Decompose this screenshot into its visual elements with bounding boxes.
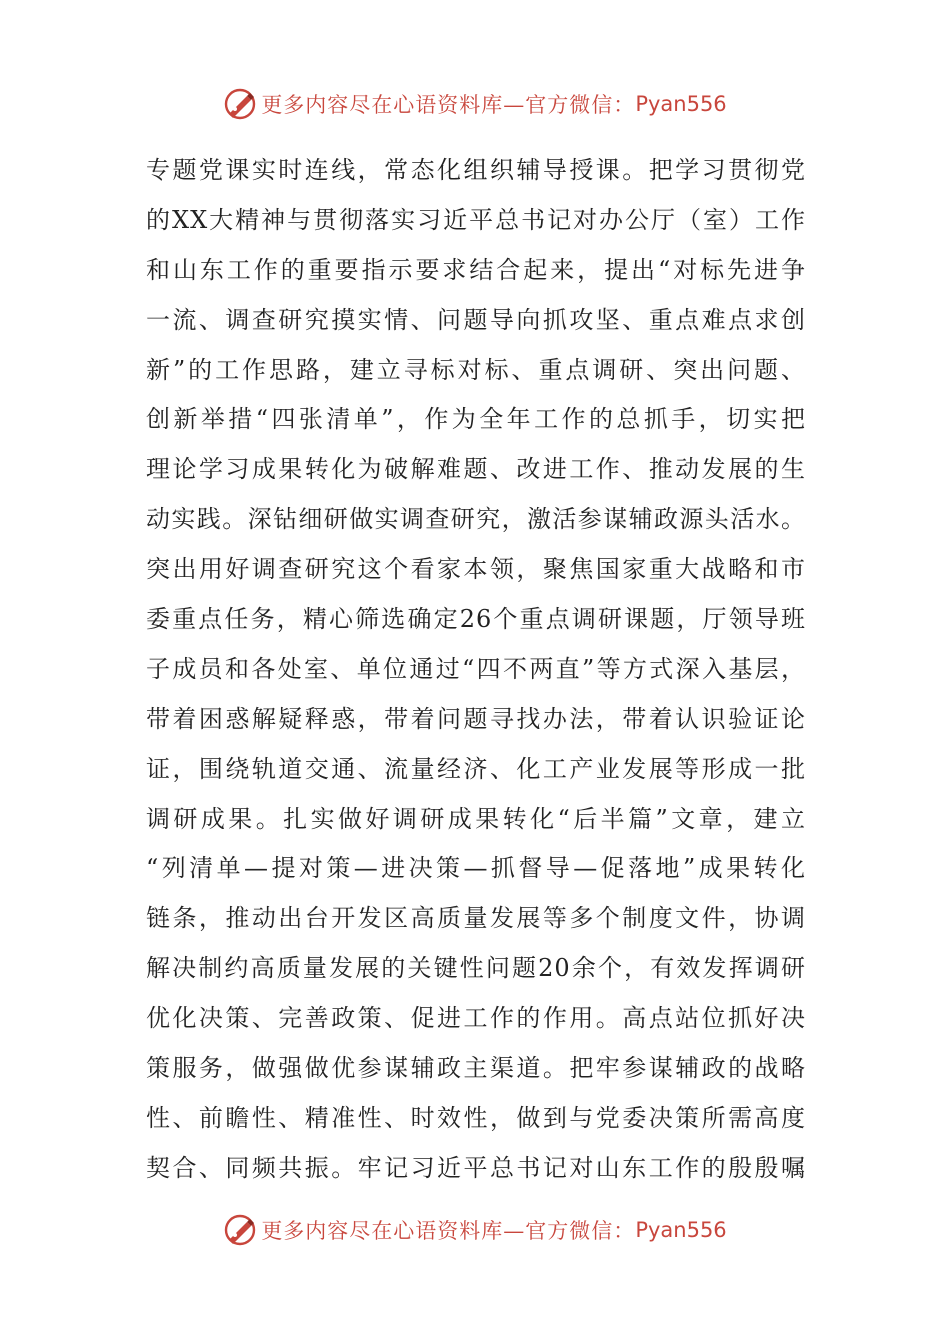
text-line: 一流、调查研究摸实情、问题导向抓攻坚、重点难点求创 xyxy=(146,305,806,334)
text-line: 带着困惑解疑释惑，带着问题寻找办法，带着认识验证论 xyxy=(146,704,806,733)
text-line: 性、前瞻性、精准性、时效性，做到与党委决策所需高度 xyxy=(146,1103,806,1132)
footer-wechat-id: Pyan556 xyxy=(635,1218,727,1242)
text-line: 策服务，做强做优参谋辅政主渠道。把牢参谋辅政的战略 xyxy=(146,1054,806,1083)
pen-logo-icon xyxy=(223,87,257,121)
text-line: 动实践。深钻细研做实调查研究，激活参谋辅政源头活水。 xyxy=(146,505,806,534)
text-line: 和山东工作的重要指示要求结合起来，提出“对标先进争 xyxy=(146,255,806,284)
text-line: 链条，推动出台开发区高质量发展等多个制度文件，协调 xyxy=(146,904,806,933)
text-line: 优化决策、完善政策、促进工作的作用。高点站位抓好决 xyxy=(146,1004,806,1033)
text-line: 突出用好调查研究这个看家本领，聚焦国家重大战略和市 xyxy=(146,555,806,584)
text-line: 子成员和各处室、单位通过“四不两直”等方式深入基层， xyxy=(146,654,806,683)
text-line: 专题党课实时连线，常态化组织辅导授课。把学习贯彻党 xyxy=(146,156,806,184)
footer-banner xyxy=(0,1210,950,1250)
text-line: 调研成果。扎实做好调研成果转化“后半篇”文章，建立 xyxy=(146,804,806,833)
body-paragraph xyxy=(146,146,806,1194)
text-line: 委重点任务，精心筛选确定26个重点调研课题，厅领导班 xyxy=(146,605,806,634)
header-text: 更多内容尽在心语资料库—官方微信： xyxy=(261,93,636,117)
text-line: “列清单—提对策—进决策—抓督导—促落地”成果转化 xyxy=(146,854,806,883)
text-line: 创新举措“四张清单”，作为全年工作的总抓手，切实把 xyxy=(146,405,806,434)
header-wechat-id: Pyan556 xyxy=(635,92,727,116)
text-line: 的XX大精神与贯彻落实习近平总书记对办公厅（室）工作 xyxy=(146,205,806,234)
pen-logo-icon xyxy=(223,1213,257,1247)
text-line: 理论学习成果转化为破解难题、改进工作、推动发展的生 xyxy=(146,455,806,484)
text-line: 契合、同频共振。牢记习近平总书记对山东工作的殷殷嘱 xyxy=(146,1153,806,1182)
text-line: 解决制约高质量发展的关键性问题20余个，有效发挥调研 xyxy=(146,954,806,983)
text-line: 新”的工作思路，建立寻标对标、重点调研、突出问题、 xyxy=(146,355,806,384)
header-banner xyxy=(0,84,950,124)
footer-text: 更多内容尽在心语资料库—官方微信： xyxy=(261,1219,636,1243)
text-line: 证，围绕轨道交通、流量经济、化工产业发展等形成一批 xyxy=(146,754,806,783)
